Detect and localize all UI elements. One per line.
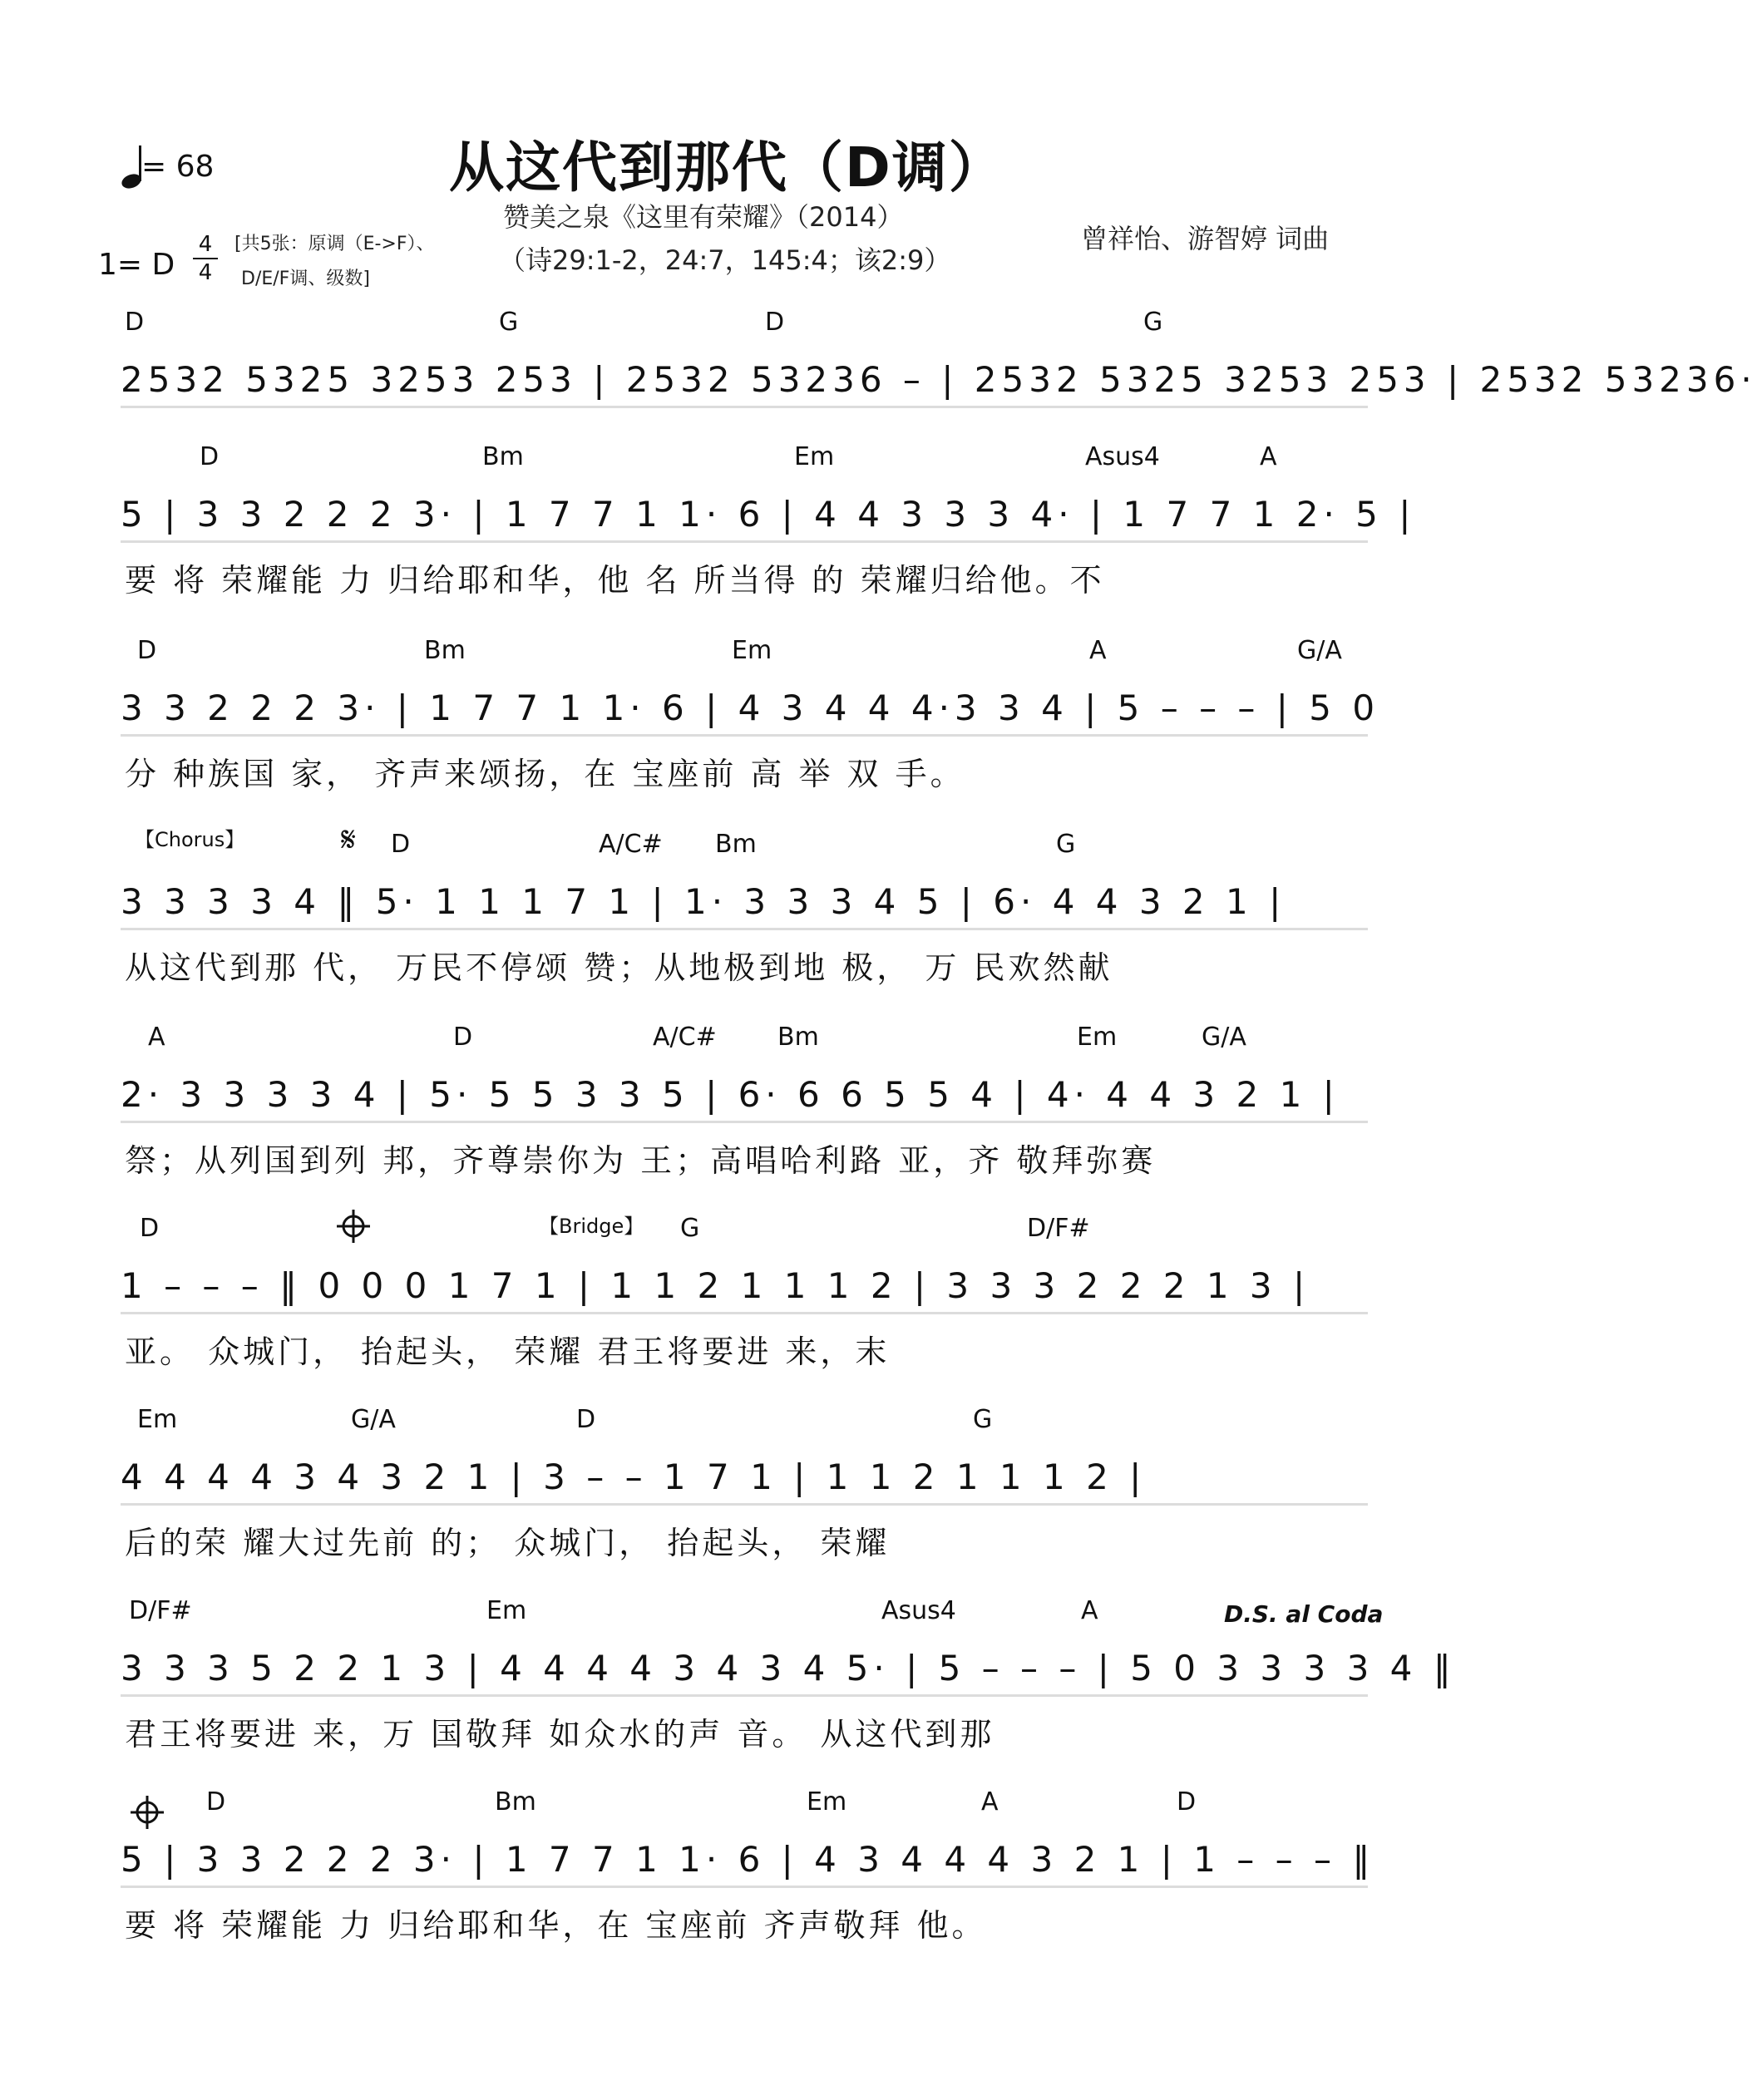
beam-line xyxy=(121,734,1368,737)
chord-symbol: Asus4 xyxy=(881,1596,956,1625)
chord-symbol: Bm xyxy=(777,1023,819,1052)
coda-icon-2 xyxy=(131,1796,164,1832)
chord-symbol: G xyxy=(680,1214,700,1243)
credits: 曾祥怡、游智婷 词曲 xyxy=(1081,223,1330,254)
chord-symbol: G xyxy=(499,308,519,337)
chord-symbol: Em xyxy=(137,1405,178,1434)
lyric-line: 分 种族国 家， 齐声来颂扬，在 宝座前 高 举 双 手。 xyxy=(125,756,965,792)
coda-icon-1 xyxy=(337,1210,370,1246)
chord-symbol: G xyxy=(1143,308,1163,337)
lyric-line: 从这代到那 代， 万民不停颂 赞；从地极到地 极， 万 民欢然献 xyxy=(125,949,1113,986)
lyric-line: 祭；从列国到列 邦，齐尊崇你为 王；高唱哈利路 亚，齐 敬拜弥赛 xyxy=(125,1142,1157,1179)
chord-symbol: D xyxy=(1177,1787,1197,1817)
chord-symbol: Bm xyxy=(715,830,757,859)
notation-line: 5 | 3 3 2 2 2 3· | 1 7 7 1 1· 6 | 4 3 4 4 4 3 2 1 | 1 – – – ‖ xyxy=(121,1839,1375,1880)
chord-symbol: G/A xyxy=(1202,1023,1246,1052)
notation-line: 3 3 3 5 2 2 1 3 | 4 4 4 4 3 4 3 4 5· | 5 – – – | 5 0 3 3 3 3 4 ‖ xyxy=(121,1648,1456,1688)
page-title: 从这代到那代（D调） xyxy=(449,136,1005,200)
chord-symbol: Em xyxy=(486,1596,527,1625)
beam-line xyxy=(121,928,1368,930)
chord-symbol: A/C# xyxy=(599,830,663,859)
notation-line: 5 | 3 3 2 2 2 3· | 1 7 7 1 1· 6 | 4 4 3 3 3 4· | 1 7 7 1 2· 5 | xyxy=(121,494,1416,535)
scripture-line: （诗29:1-2，24:7，145:4；该2:9） xyxy=(499,244,951,276)
lyric-line: 君王将要进 来，万 国敬拜 如众水的声 音。 从这代到那 xyxy=(125,1716,995,1752)
chord-symbol: A xyxy=(1260,442,1277,471)
ds-al-coda-label: D.S. al Coda xyxy=(1224,1600,1384,1628)
tempo-marking: = 68 xyxy=(141,150,215,184)
chord-symbol: A xyxy=(1089,636,1107,665)
chorus-label: 【Chorus】 xyxy=(135,828,245,851)
chord-symbol: Em xyxy=(807,1787,847,1817)
source-line: 赞美之泉《这里有荣耀》（2014） xyxy=(503,201,904,233)
notation-line: 3 3 3 3 4 ‖ 5· 1 1 1 7 1 | 1· 3 3 3 4 5 | 6· 4 4 3 2 1 | xyxy=(121,881,1286,922)
segno-icon: 𝄋 xyxy=(341,819,357,860)
chord-symbol: D xyxy=(765,308,785,337)
chord-symbol: D xyxy=(200,442,220,471)
lyric-line: 亚。 众城门， 抬起头， 荣耀 君王将要进 来，末 xyxy=(125,1333,891,1370)
chord-symbol: D xyxy=(206,1787,226,1817)
chord-symbol: D xyxy=(125,308,145,337)
chord-symbol: A xyxy=(1081,1596,1098,1625)
chord-symbol: Em xyxy=(732,636,772,665)
bridge-label: 【Bridge】 xyxy=(539,1215,644,1238)
beam-line xyxy=(121,1121,1368,1123)
lyric-line: 要 将 荣耀能 力 归给耶和华，他 名 所当得 的 荣耀归给他。不 xyxy=(125,562,1105,599)
version-note-2: D/E/F调、级数] xyxy=(241,269,370,289)
chord-symbol: Asus4 xyxy=(1085,442,1160,471)
lyric-line: 后的荣 耀大过先前 的； 众城门， 抬起头， 荣耀 xyxy=(125,1525,891,1561)
chord-symbol: Bm xyxy=(482,442,524,471)
notation-line: 2532 5325 3253 253 | 2532 53236 – | 2532 5325 3253 253 | 2532 53236· xyxy=(121,359,1757,400)
beam-line xyxy=(121,1312,1368,1314)
chord-symbol: G xyxy=(973,1405,993,1434)
chord-symbol: G/A xyxy=(351,1405,396,1434)
time-sig-bottom: 4 xyxy=(198,260,213,285)
chord-symbol: D xyxy=(453,1023,473,1052)
chord-symbol: D xyxy=(391,830,411,859)
notation-line: 4 4 4 4 3 4 3 2 1 | 3 – – 1 7 1 | 1 1 2 1 1 1 2 | xyxy=(121,1457,1147,1497)
beam-line xyxy=(121,1886,1368,1888)
chord-symbol: D/F# xyxy=(1027,1214,1090,1243)
chord-symbol: G/A xyxy=(1297,636,1342,665)
time-sig-top: 4 xyxy=(198,232,213,257)
chord-symbol: D/F# xyxy=(129,1596,192,1625)
chord-symbol: Em xyxy=(794,442,835,471)
chord-symbol: D xyxy=(140,1214,160,1243)
version-note-1: [共5张：原调（E->F）、 xyxy=(234,234,435,254)
chord-symbol: D xyxy=(137,636,157,665)
lyric-line: 要 将 荣耀能 力 归给耶和华，在 宝座前 齐声敬拜 他。 xyxy=(125,1907,987,1944)
chord-symbol: Bm xyxy=(495,1787,536,1817)
chord-symbol: A/C# xyxy=(653,1023,717,1052)
chord-symbol: Em xyxy=(1077,1023,1118,1052)
key-signature: 1= D xyxy=(98,248,175,282)
notation-line: 2· 3 3 3 3 4 | 5· 5 5 3 3 5 | 6· 6 6 5 5 4 | 4· 4 4 3 2 1 | xyxy=(121,1074,1340,1115)
notation-line: 1 – – – ‖ 0 0 0 1 7 1 | 1 1 2 1 1 1 2 | 3 3 3 2 2 2 1 3 | xyxy=(121,1265,1310,1306)
time-signature xyxy=(193,233,218,284)
beam-line xyxy=(121,406,1368,408)
notation-line: 3 3 2 2 2 3· | 1 7 7 1 1· 6 | 4 3 4 4 4·3 3 4 | 5 – – – | 5 0 xyxy=(121,688,1380,728)
chord-symbol: A xyxy=(148,1023,165,1052)
chord-symbol: D xyxy=(576,1405,596,1434)
beam-line xyxy=(121,1503,1368,1506)
chord-symbol: G xyxy=(1056,830,1076,859)
beam-line xyxy=(121,540,1368,543)
beam-line xyxy=(121,1694,1368,1697)
chord-symbol: A xyxy=(981,1787,999,1817)
chord-symbol: Bm xyxy=(424,636,466,665)
